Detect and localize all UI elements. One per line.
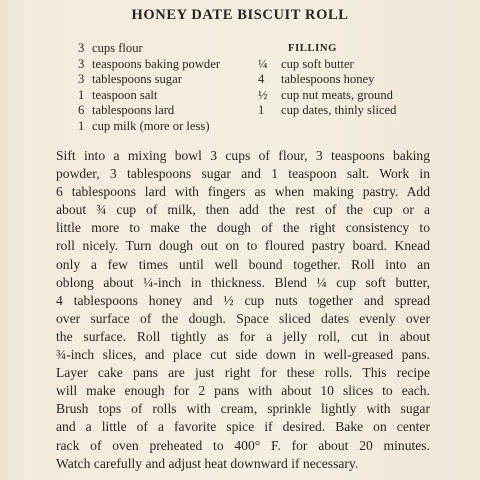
ingredient-row [78,103,220,119]
instruction-line: will make enough for 2 pans with about 10 slices to each. [56,383,430,399]
ingredient-text: cups flour [92,41,143,55]
instruction-line: only a few times until well bound together. Roll into an [56,256,430,272]
filling-row [258,57,396,73]
instruction-line: Layer cake pans are just right for these rolls. This recipe [56,365,430,381]
filling-row [258,103,396,119]
ingredient-qty: 3 [78,72,85,87]
instruction-line: and a little of a favorite spice if desired. Bake on center [56,419,430,435]
instruction-line: Brush tops of rolls with cream, sprinkle lightly with sugar [56,401,430,417]
ingredient-text: tablespoons lard [92,103,175,118]
instruction-line: 6 tablespoons lard with fingers as when making pastry. Add [56,184,430,200]
instruction-line: oblong about ¼-inch in thickness. Blend ¼ cup soft butter, [56,274,430,290]
ingredient-text: teaspoon salt [92,87,158,102]
instruction-line: about ¾ cup of milk, then add the rest of the cup or a [56,202,430,218]
ingredient-qty: 1 [78,87,85,102]
instruction-line: 4 tablespoons honey and ½ cup nuts together and spread [56,292,430,308]
instructions-paragraph [56,147,430,473]
ingredient-row [78,41,220,57]
instruction-line: little more to make the dough of the right consistency to [56,220,430,236]
ingredient-qty: 1 [78,118,85,133]
instruction-line: rack of oven preheated to 400° F. for about 20 minutes. [56,437,430,453]
ingredient-qty: 6 [78,103,85,118]
instruction-line: powder, 3 tablespoons sugar and 1 teaspoon salt. Work in [56,166,430,182]
ingredient-text: cup milk (more or less) [92,118,210,133]
ingredient-qty: 3 [78,56,85,71]
ingredient-row [78,57,220,73]
ingredient-row [78,119,220,135]
ingredients-list [78,41,220,135]
ingredient-text: tablespoons sugar [92,72,182,87]
instruction-line: roll nicely. Turn dough out on to floured pastry board. Knead [56,238,430,254]
ingredient-row [78,88,220,104]
filling-text: cup dates, thinly sliced [281,103,397,118]
filling-row [258,88,396,104]
instruction-line: ¾-inch slices, and place cut side down in well-greased pans. [56,347,430,363]
recipe-title: HONEY DATE BISCUIT ROLL [131,7,349,23]
filling-text: cup nut meats, ground [281,87,393,102]
filling-qty: 1 [258,103,265,118]
filling-text: tablespoons honey [281,72,375,87]
instruction-line: over surface of the dough. Space sliced dates evenly over [56,310,430,326]
filling-qty: 4 [258,72,265,87]
ingredient-row [78,72,220,88]
filling-list [258,41,396,119]
ingredient-qty: 3 [78,41,85,55]
filling-text: cup soft butter [281,56,354,71]
instruction-line: Watch carefully and adjust heat downward if necessary. [56,455,359,471]
filling-qty: ¼ [258,56,268,71]
ingredient-text: teaspoons baking powder [92,56,221,71]
instruction-line: the surface. Roll tightly as for a jelly roll, cut in about [56,328,430,344]
filling-heading: FILLING [288,43,337,54]
filling-row [258,72,396,88]
filling-qty: ½ [258,87,268,102]
instruction-line: Sift into a mixing bowl 3 cups of flour, 3 teaspoons baking [56,148,430,163]
